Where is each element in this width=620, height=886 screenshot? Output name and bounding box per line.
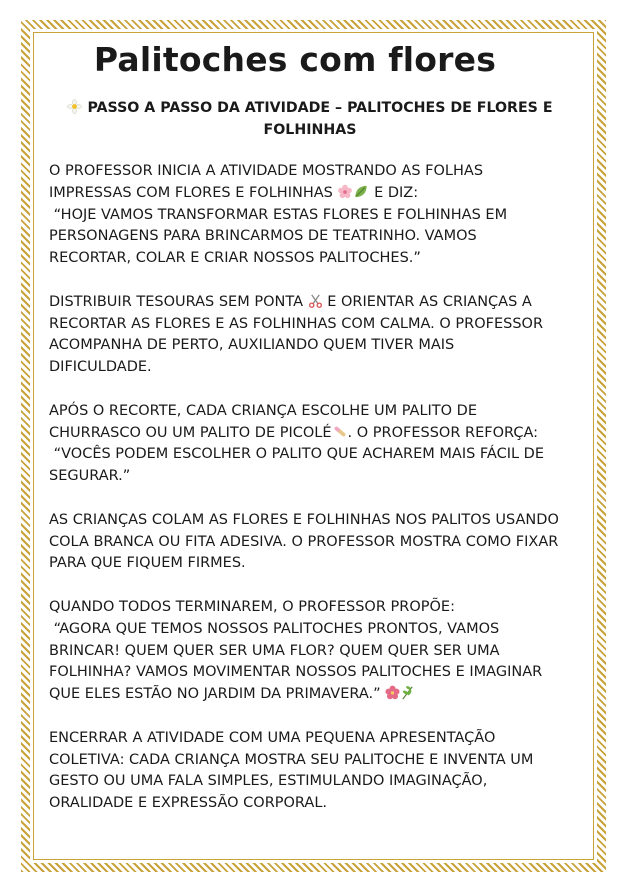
text-line: ACOMPANHA DE PERTO, AUXILIANDO QUEM TIVER MAIS	[49, 337, 455, 354]
text-line: RECORTAR AS FLORES E AS FOLHINHAS COM CALMA. O PROFESSOR	[49, 315, 544, 332]
hibiscus-icon	[385, 685, 400, 700]
text-line: GESTO OU UMA FALA SIMPLES, ESTIMULANDO IMAGINAÇÃO,	[49, 773, 488, 790]
text-line: E DIZ:	[374, 184, 419, 201]
leaf-icon	[353, 184, 369, 199]
text-line: QUANDO TODOS TERMINAREM, O PROFESSOR PROPÕE:	[49, 598, 455, 615]
section-heading	[60, 97, 560, 141]
heading-line-1: PASSO A PASSO DA ATIVIDADE – PALITOCHES DE FLORES E	[87, 100, 553, 116]
text-line: BRINCAR! QUEM QUER SER UMA FLOR? QUEM QUER SER UMA	[49, 642, 500, 659]
herb-icon	[400, 685, 415, 700]
text-line: O PROFESSOR INICIA A ATIVIDADE MOSTRANDO AS FOLHAS	[49, 163, 484, 179]
cherry-blossom-icon	[337, 184, 353, 199]
text-line: “AGORA QUE TEMOS NOSSOS PALITOCHES PRONTOS, VAMOS	[49, 620, 500, 637]
text-line: COLA BRANCA OU FITA ADESIVA. O PROFESSOR MOSTRA COMO FIXAR	[49, 533, 559, 550]
paragraph-5	[49, 597, 584, 706]
daisy-icon	[67, 99, 82, 114]
text-line: E ORIENTAR AS CRIANÇAS A	[327, 293, 532, 310]
popsicle-stick-icon	[332, 424, 348, 439]
paragraph-1	[49, 161, 584, 270]
instructions-body	[49, 161, 584, 837]
text-line: IMPRESSAS COM FLORES E FOLHINHAS	[49, 184, 333, 201]
text-line: DISTRIBUIR TESOURAS SEM PONTA	[49, 293, 303, 310]
text-line: PERSONAGENS PARA BRINCARMOS DE TEATRINHO. VAMOS	[49, 228, 477, 245]
scissors-icon	[308, 293, 323, 308]
paragraph-2	[49, 292, 584, 379]
text-line: “VOCÊS PODEM ESCOLHER O PALITO QUE ACHAREM MAIS FÁCIL DE	[49, 446, 544, 463]
text-line: SEGURAR.”	[49, 468, 131, 485]
text-line: ORALIDADE E EXPRESSÃO CORPORAL.	[49, 795, 328, 812]
paragraph-3	[49, 401, 584, 488]
text-line: APÓS O RECORTE, CADA CRIANÇA ESCOLHE UM PALITO DE	[49, 402, 478, 419]
text-line: “HOJE VAMOS TRANSFORMAR ESTAS FLORES E FOLHINHAS EM	[49, 206, 508, 223]
text-line: RECORTAR, COLAR E CRIAR NOSSOS PALITOCHES.”	[49, 250, 421, 267]
text-line: CHURRASCO OU UM PALITO DE PICOLÉ	[49, 424, 332, 441]
text-line: COLETIVA: CADA CRIANÇA MOSTRA SEU PALITOCHE E INVENTA UM	[49, 751, 534, 768]
paragraph-6	[49, 728, 584, 815]
text-line: ENCERRAR A ATIVIDADE COM UMA PEQUENA APRESENTAÇÃO	[49, 729, 496, 746]
text-line: DIFICULDADE.	[49, 359, 152, 376]
text-line: AS CRIANÇAS COLAM AS FLORES E FOLHINHAS NOS PALITOS USANDO	[49, 511, 559, 528]
heading-line-2: FOLHINHAS	[263, 122, 357, 138]
page-title: Palitoches com flores	[93, 40, 497, 79]
paragraph-4	[49, 510, 584, 575]
text-line: PARA QUE FIQUEM FIRMES.	[49, 555, 246, 572]
text-line: . O PROFESSOR REFORÇA:	[347, 424, 539, 441]
text-line: QUE ELES ESTÃO NO JARDIM DA PRIMAVERA.”	[49, 686, 381, 703]
text-line: FOLHINHA? VAMOS MOVIMENTAR NOSSOS PALITOCHES E IMAGINAR	[49, 664, 543, 681]
